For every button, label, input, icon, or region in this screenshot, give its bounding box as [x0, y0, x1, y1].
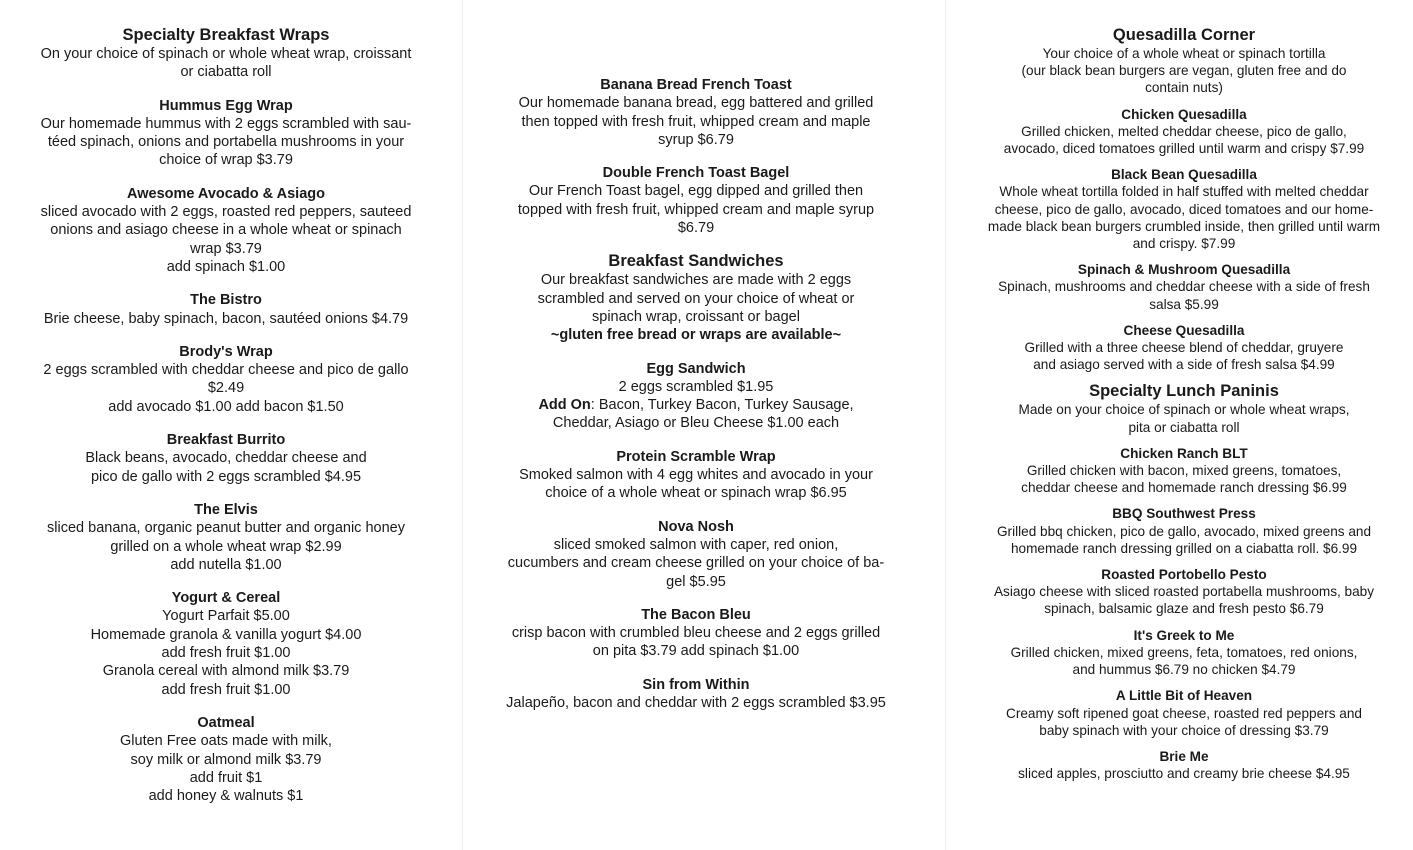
menu-item-chicken-quesadilla	[963, 106, 1405, 158]
item-description: Gluten Free oats made with milk, soy milk or almond milk $3.79 add fruit $1 add honey & walnuts $1	[120, 733, 332, 805]
item-description: Jalapeño, bacon and cheddar with 2 eggs scrambled $3.95	[506, 695, 886, 712]
menu-item-awesome-avocado-and-asiago	[10, 185, 442, 276]
menu-item-spinach-and-mushroom-quesadilla	[963, 261, 1405, 313]
item-name: A Little Bit of Heaven	[1115, 688, 1253, 704]
menu-item-oatmeal	[10, 714, 442, 805]
item-name: Protein Scramble Wrap	[616, 448, 776, 465]
menu-item-double-french-toast-bagel	[480, 164, 912, 237]
item-description: Black beans, avocado, cheddar cheese and pico de gallo with 2 eggs scrambled $4.95	[85, 450, 367, 485]
menu-item-chicken-ranch-blt	[963, 445, 1405, 497]
item-name: Breakfast Burrito	[166, 432, 286, 449]
menu-items-quesadillas	[963, 106, 1405, 374]
item-description: crisp bacon with crumbled bleu cheese and 2 eggs grilled on pita $3.79 add spinach $1.00	[511, 625, 881, 660]
section-description: Your choice of a whole wheat or spinach tortilla (our black bean burgers are vegan, gluten free and do contain nuts)	[1021, 46, 1347, 96]
menu-item-the-elvis	[10, 501, 442, 574]
item-name: Brie Me	[1159, 748, 1209, 764]
item-name: Black Bean Quesadilla	[1111, 167, 1257, 183]
item-name: Yogurt & Cereal	[171, 590, 281, 607]
menu-column-middle	[470, 0, 922, 850]
item-name: Double French Toast Bagel	[602, 165, 790, 182]
item-description: sliced avocado with 2 eggs, roasted red peppers, sauteed onions and asiago cheese in a whole wheat or spinach wrap $3.79 add spinach $1.00	[40, 204, 412, 275]
menu-item-egg-sandwich	[480, 360, 912, 433]
item-description: Grilled with a three cheese blend of cheddar, gruyere and asiago served with a side of fresh salsa $4.99	[1024, 340, 1344, 373]
addon-label: Add On	[538, 397, 591, 414]
item-name: Roasted Portobello Pesto	[1101, 567, 1267, 583]
menu-item-nova-nosh	[480, 518, 912, 591]
section-title: Specialty Breakfast Wraps	[122, 26, 330, 44]
menu-item-banana-bread-french-toast	[480, 76, 912, 149]
menu-item-protein-scramble-wrap	[480, 448, 912, 503]
section-title: Quesadilla Corner	[1112, 26, 1256, 44]
item-name: Sin from Within	[642, 676, 750, 693]
menu-item-roasted-portobello-pesto	[963, 566, 1405, 618]
item-description: Creamy soft ripened goat cheese, roasted red peppers and baby spinach with your choice of dressing $3.79	[1006, 705, 1362, 738]
item-name: The Elvis	[194, 501, 258, 518]
item-description: Our French Toast bagel, egg dipped and grilled then topped with fresh fruit, whipped cream and maple syrup $6.79	[517, 183, 875, 237]
menu-item-hummus-egg-wrap	[10, 97, 442, 170]
item-description: Smoked salmon with 4 egg whites and avocado in your choice of a whole wheat or spinach wrap $6.95	[519, 467, 873, 502]
menu-item-bbq-southwest-press	[963, 505, 1405, 557]
menu-items-middle-a	[480, 76, 912, 237]
menu-item-the-bacon-bleu	[480, 606, 912, 661]
item-description: 2 eggs scrambled $1.95 Add On: Bacon, Turkey Bacon, Turkey Sausage, Cheddar, Asiago or Bleu Cheese $1.00 each	[538, 378, 854, 432]
menu-item-black-bean-quesadilla	[963, 166, 1405, 252]
section-description: Our breakfast sandwiches are made with 2 eggs scrambled and served on your choice of wheat or spinach wrap, croissant or bagel ~gluten free bread or wraps are available~	[480, 271, 912, 344]
section-quesadilla-corner	[963, 26, 1405, 97]
section-title: Breakfast Sandwiches	[608, 252, 784, 271]
gluten-free-note: ~gluten free bread or wraps are available~	[550, 327, 842, 344]
item-name: Oatmeal	[197, 714, 255, 731]
section-description: Made on your choice of spinach or whole wheat wraps, pita or ciabatta roll	[1018, 402, 1350, 435]
menu-item-breakfast-burrito	[10, 431, 442, 486]
item-description: Grilled chicken with bacon, mixed greens, tomatoes, cheddar cheese and homemade ranch dressing $6.99	[1021, 463, 1347, 496]
item-name: Hummus Egg Wrap	[159, 97, 293, 114]
item-name: Chicken Quesadilla	[1121, 106, 1247, 122]
item-name: BBQ Southwest Press	[1112, 506, 1256, 522]
fold-divider-right	[945, 0, 946, 850]
item-description: Asiago cheese with sliced roasted portabella mushrooms, baby spinach, balsamic glaze and fresh pesto $6.79	[993, 584, 1375, 617]
item-name: Spinach & Mushroom Quesadilla	[1077, 262, 1291, 278]
item-name: Egg Sandwich	[646, 360, 746, 377]
item-description: Grilled chicken, mixed greens, feta, tomatoes, red onions, and hummus $6.79 no chicken $4.79	[1010, 644, 1358, 678]
menu-item-brie-me	[963, 748, 1405, 782]
section-description: On your choice of spinach or whole wheat wrap, croissant or ciabatta roll	[40, 46, 412, 81]
menu-item-cheese-quesadilla	[963, 322, 1405, 374]
item-name: The Bistro	[190, 292, 262, 309]
item-name: The Bacon Bleu	[641, 606, 751, 623]
item-name: Awesome Avocado & Asiago	[127, 185, 325, 202]
item-description: sliced banana, organic peanut butter and organic honey grilled on a whole wheat wrap $2.99 add nutella $1.00	[47, 520, 405, 573]
item-description: Our homemade hummus with 2 eggs scrambled with sau- téed spinach, onions and portabella mushrooms in your choice of wrap $3.79	[40, 115, 412, 169]
menu-item-the-bistro	[10, 291, 442, 328]
section-specialty-lunch-paninis	[963, 382, 1405, 435]
item-name: It's Greek to Me	[1133, 627, 1235, 643]
menu-items-paninis	[963, 445, 1405, 782]
item-name: Cheese Quesadilla	[1123, 322, 1245, 338]
item-name: Nova Nosh	[658, 518, 734, 535]
item-description: sliced apples, prosciutto and creamy brie cheese $4.95	[1018, 766, 1350, 782]
section-breakfast-sandwiches	[480, 252, 912, 344]
item-description: Grilled bbq chicken, pico de gallo, avocado, mixed greens and homemade ranch dressing grilled on a ciabatta roll. $6.99	[996, 523, 1372, 556]
menu-item-yogurt-and-cereal	[10, 589, 442, 699]
item-description: Yogurt Parfait $5.00 Homemade granola & vanilla yogurt $4.00 add fresh fruit $1.00 Granola cereal with almond milk $3.79 add fresh fruit $1.00	[90, 608, 362, 698]
menu-column-left	[0, 0, 452, 850]
menu-column-right	[955, 0, 1413, 850]
fold-divider-left	[462, 0, 463, 850]
menu-items-middle-b	[480, 448, 912, 713]
item-description: Spinach, mushrooms and cheddar cheese with a side of fresh salsa $5.99	[998, 279, 1370, 312]
item-description: Grilled chicken, melted cheddar cheese, pico de gallo, avocado, diced tomatoes grilled until warm and crispy $7.99	[1003, 123, 1365, 157]
item-name: Banana Bread French Toast	[600, 77, 792, 93]
section-specialty-breakfast-wraps	[10, 26, 442, 82]
item-description: Whole wheat tortilla folded in half stuffed with melted cheddar cheese, pico de gallo, avocado, diced tomatoes and our home- made black bean burgers crumbled inside, then grilled until warm and crispy. $7.99	[987, 184, 1381, 252]
item-description: 2 eggs scrambled with cheddar cheese and pico de gallo $2.49 add avocado $1.00 add bacon $1.50	[43, 362, 409, 415]
menu-item-brody-s-wrap	[10, 343, 442, 416]
menu-item-a-little-bit-of-heaven	[963, 687, 1405, 739]
menu-items-left	[10, 97, 442, 806]
item-name: Chicken Ranch BLT	[1120, 445, 1248, 461]
item-name: Brody's Wrap	[179, 343, 273, 360]
item-description: Our homemade banana bread, egg battered and grilled then topped with fresh fruit, whipped cream and maple syrup $6.79	[518, 95, 874, 148]
item-description: Brie cheese, baby spinach, bacon, sautéed onions $4.79	[43, 310, 409, 327]
section-title: Specialty Lunch Paninis	[1089, 382, 1279, 401]
menu-item-sin-from-within	[480, 676, 912, 713]
menu-item-it-s-greek-to-me	[963, 627, 1405, 679]
item-description: sliced smoked salmon with caper, red onion, cucumbers and cream cheese grilled on your choice of ba- gel $5.95	[507, 536, 885, 590]
